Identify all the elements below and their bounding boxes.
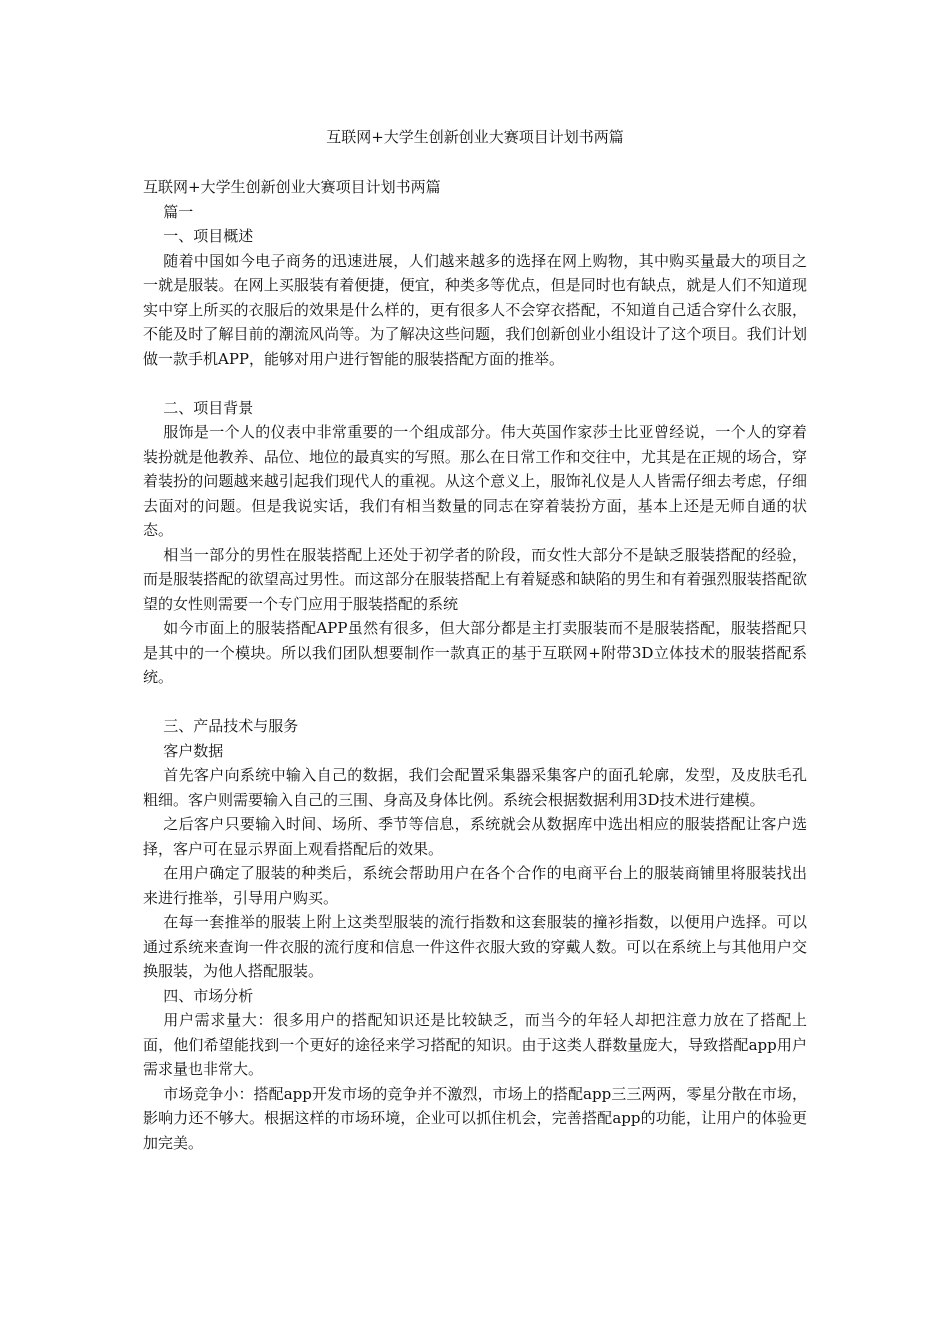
document-title: 互联网+大学生创新创业大赛项目计划书两篇	[326, 128, 624, 146]
document-body	[143, 175, 807, 1155]
market-paragraph-2: 市场竞争小：搭配app开发市场的竞争并不激烈，市场上的搭配app三三两两，零星分散在市场，影响力还不够大。根据这样的市场环境，企业可以抓住机会，完善搭配app的功能，让用户的体验更加完美。	[143, 1084, 807, 1152]
section-heading-tech: 三、产品技术与服务	[163, 717, 299, 735]
tech-paragraph-1: 首先客户向系统中输入自己的数据，我们会配置采集器采集客户的面孔轮廓，发型，及皮肤毛孔粗细。客户则需要输入自己的三围、身高及身体比例。系统会根据数据利用3D技术进行建模。	[143, 766, 807, 809]
overview-paragraph-1: 随着中国如今电子商务的迅速进展，人们越来越多的选择在网上购物，其中购买量最大的项目之一就是服装。在网上买服装有着便捷，便宜，种类多等优点，但是同时也有缺点，就是人们不知道现实中穿上所买的衣服后的效果是什么样的，更有很多人不会穿衣搭配，不知道自己适合穿什么衣服，不能及时了解目前的潮流风尚等。为了解决这些问题，我们创新创业小组设计了这个项目。我们计划做一款手机APP，能够对用户进行智能的服装搭配方面的推举。	[143, 251, 807, 368]
section-heading-overview: 一、项目概述	[163, 227, 254, 245]
tech-paragraph-2: 之后客户只要输入时间、场所、季节等信息，系统就会从数据库中选出相应的服装搭配让客户选择，客户可在显示界面上观看搭配后的效果。	[143, 815, 807, 858]
background-paragraph-3: 如今市面上的服装搭配APP虽然有很多，但大部分都是主打卖服装而不是服装搭配，服装搭配只是其中的一个模块。所以我们团队想要制作一款真正的基于互联网+附带3D立体技术的服装搭配系统。	[143, 619, 807, 686]
tech-paragraph-4: 在每一套推举的服装上附上这类型服装的流行指数和这套服装的撞衫指数，以便用户选择。可以通过系统来查询一件衣服的流行度和信息一件这件衣服大致的穿戴人数。可以在系统上与其他用户交换服装，为他人搭配服装。	[143, 913, 807, 980]
background-paragraph-2: 相当一部分的男性在服装搭配上还处于初学者的阶段，而女性大部分不是缺乏服装搭配的经验，而是服装搭配的欲望高过男性。而这部分在服装搭配上有着疑惑和缺陷的男生和有着强烈服装搭配欲望的女性则需要一个专门应用于服装搭配的系统	[143, 545, 807, 613]
document-subtitle: 互联网+大学生创新创业大赛项目计划书两篇	[143, 178, 441, 196]
paragraph-gap	[143, 371, 807, 396]
background-paragraph-1: 服饰是一个人的仪表中非常重要的一个组成部分。伟大英国作家莎士比亚曾经说，一个人的穿着装扮就是他教养、品位、地位的最真实的写照。那么在日常工作和交往中，尤其是在正规的场合，穿着装扮的问题越来越引起我们现代人的重视。从这个意义上，服饰礼仪是人人皆需仔细去考虑，仔细去面对的问题。但是我说实话，我们有相当数量的同志在穿着装扮方面，基本上还是无师自通的状态。	[143, 423, 807, 539]
section-heading-background: 二、项目背景	[163, 398, 254, 417]
market-paragraph-1: 用户需求量大：很多用户的搭配知识还是比较缺乏，而当今的年轻人却把注意力放在了搭配上面，他们希望能找到一个更好的途径来学习搭配的知识。由于这类人群数量庞大，导致搭配app用户需求量也非常大。	[143, 1011, 807, 1078]
paragraph-gap	[143, 690, 807, 715]
part-label: 篇一	[163, 202, 194, 221]
tech-paragraph-3: 在用户确定了服装的种类后，系统会帮助用户在各个合作的电商平台上的服装商铺里将服装找出来进行推举，引导用户购买。	[143, 864, 807, 907]
section-heading-market: 四、市场分析	[163, 986, 254, 1005]
tech-subheading: 客户数据	[163, 741, 224, 760]
